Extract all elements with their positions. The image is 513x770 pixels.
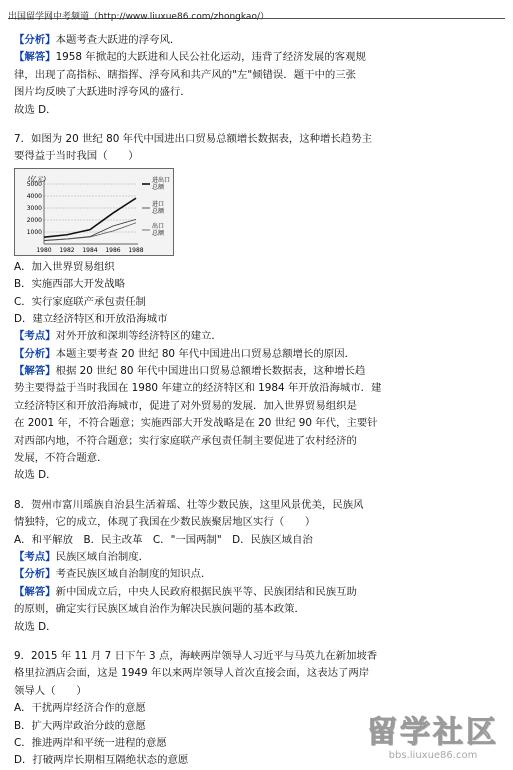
site-watermark — [363, 716, 503, 766]
document-body — [14, 32, 500, 770]
q6-analysis-text: 本题考查大跃进的浮夸风． — [55, 34, 181, 46]
q9-stem-1: 9．2015 年 11 月 7 日下午 3 点，海峡两岸领导人习近平与马英九在新加坡香 — [14, 649, 378, 662]
q8-stem-2: 情独特，它的成立，体现了我国在少数民族聚居地区实行（ ） — [14, 516, 316, 529]
q9-option-b: B．扩大两岸政治分歧的意愿 — [14, 719, 146, 732]
q7-keypoint-text: 对外开放和深圳等经济特区的建立． — [55, 330, 222, 343]
q8-stem-1: 8．贺州市富川瑶族自治县生活着瑶、壮等少数民族，这里风景优美，民族风 — [14, 498, 364, 511]
q7-solution-6: 发展，不符合题意． — [14, 452, 108, 465]
q7-analysis — [14, 346, 500, 363]
q7-stem-2: 要得益于当时我国（ ） — [14, 150, 139, 163]
q6-solution-2: 律，出现了高指标、瞎指挥、浮夸风和共产风的"左"倾错误．题干中的三张 — [14, 68, 357, 81]
q7-solution-text-1: 根据 20 世纪 80 年代中国进出口贸易总额增长数据表，这种增长趋 — [55, 365, 366, 378]
q7-keypoint — [14, 328, 500, 345]
tag-analysis: 【分析】 — [14, 347, 56, 360]
header-text: 出国留学网中考频道（http://www.liuxue86.com/zhongkao/） — [8, 12, 269, 22]
q8-answer: 故选 D． — [14, 620, 57, 633]
tag-solution: 【解答】 — [14, 365, 56, 378]
chart-legend-label: 进口总额 — [152, 200, 165, 215]
q8-analysis — [14, 566, 500, 583]
q9-option-d: D．打破两岸长期相互隔绝状态的意愿 — [14, 754, 189, 767]
q7-solution-3: 立经济特区和开放沿海城市，促进了对外贸易的发展．加入世界贸易组织是 — [14, 399, 357, 412]
chart-legend-label: 出口总额 — [152, 222, 165, 237]
chart-ytick-label: 4000 — [26, 192, 42, 200]
page-header — [8, 4, 505, 22]
trade-chart-container — [14, 168, 500, 257]
tag-solution: 【解答】 — [14, 51, 56, 64]
q8-solution-2: 的原则，确定实行民族区域自治作为解决民族问题的基本政策． — [14, 603, 305, 616]
chart-ytick-label: 3000 — [26, 204, 42, 212]
chart-xtick-label: 1984 — [82, 246, 98, 254]
chart-ytick-label: 5000 — [26, 180, 42, 188]
chart-xtick-label: 1982 — [59, 246, 75, 254]
tag-analysis: 【分析】 — [14, 568, 56, 581]
trade-chart — [14, 168, 174, 256]
watermark-url: bbs.liuxue86.com — [388, 750, 478, 761]
q6-solution-text-1: 1958 年掀起的大跃进和人民公社化运动，违背了经济发展的客观规 — [55, 51, 366, 64]
q7-answer: 故选 D． — [14, 469, 57, 482]
tag-analysis: 【分析】 — [14, 34, 56, 46]
q8-options: A．和平解放 B．民主改革 C．"一国两制" D．民族区域自治 — [14, 533, 313, 546]
q7-solution-1 — [14, 363, 500, 380]
q7-solution-5: 对西部内地，不符合题意；实行家庭联产承包责任制主要促进了农村经济的 — [14, 434, 357, 447]
q6-solution-1 — [14, 49, 500, 66]
q9-option-a: A．干扰两岸经济合作的意愿 — [14, 702, 146, 715]
watermark-logo-text: 留学社区 — [367, 715, 499, 750]
chart-legend-label: 进出口总额 — [152, 176, 171, 191]
q6-solution-3: 图片均反映了大跃进时浮夸风的盛行． — [14, 86, 191, 99]
q7-solution-4: 在 2001 年，不符合题意；实施西部大开发战略是在 20 世纪 90 年代，主要针 — [14, 417, 378, 430]
chart-ytick-label: 2000 — [26, 216, 42, 224]
q7-option-b: B．实施西部大开发战略 — [14, 278, 126, 291]
q9-stem-2: 格里拉酒店会面，这是 1949 年以来两岸领导人首次直接会面，这表达了两岸 — [14, 667, 370, 680]
q9-stem-3: 领导人（ ） — [14, 684, 87, 697]
chart-xtick-label: 1986 — [105, 246, 121, 254]
q7-option-c: C．实行家庭联产承包责任制 — [14, 295, 146, 308]
q7-option-d: D．建立经济特区和开放沿海城市 — [14, 312, 168, 325]
q8-solution-text-1: 新中国成立后，中央人民政府根据民族平等、民族团结和民族互助 — [55, 585, 357, 598]
q7-stem-1: 7．如图为 20 世纪 80 年代中国进出口贸易总额增长数据表，这种增长趋势主 — [14, 132, 372, 145]
tag-keypoint: 【考点】 — [14, 550, 56, 563]
q8-solution-1 — [14, 584, 500, 601]
chart-xtick-label: 1988 — [128, 246, 144, 254]
q7-analysis-text: 本题主要考查 20 世纪 80 年代中国进出口贸易总额增长的原因． — [55, 347, 355, 360]
chart-xtick-label: 1980 — [36, 246, 52, 254]
q6-answer: 故选 D． — [14, 103, 57, 116]
q6-analysis — [14, 32, 500, 49]
q7-solution-2: 势主要得益于当时我国在 1980 年建立的经济特区和 1984 年开放沿海城市．建 — [14, 382, 382, 395]
chart-ylabel: (亿元) — [28, 174, 47, 183]
tag-keypoint: 【考点】 — [14, 330, 56, 343]
q8-keypoint-text: 民族区域自治制度． — [55, 550, 150, 563]
q8-keypoint — [14, 549, 500, 566]
q9-option-c: C．推进两岸和平统一进程的意愿 — [14, 736, 167, 749]
q7-option-a: A．加入世界贸易组织 — [14, 260, 115, 273]
chart-ytick-label: 1000 — [26, 228, 42, 236]
q8-analysis-text: 考查民族区域自治制度的知识点． — [55, 568, 212, 581]
tag-solution: 【解答】 — [14, 585, 56, 598]
